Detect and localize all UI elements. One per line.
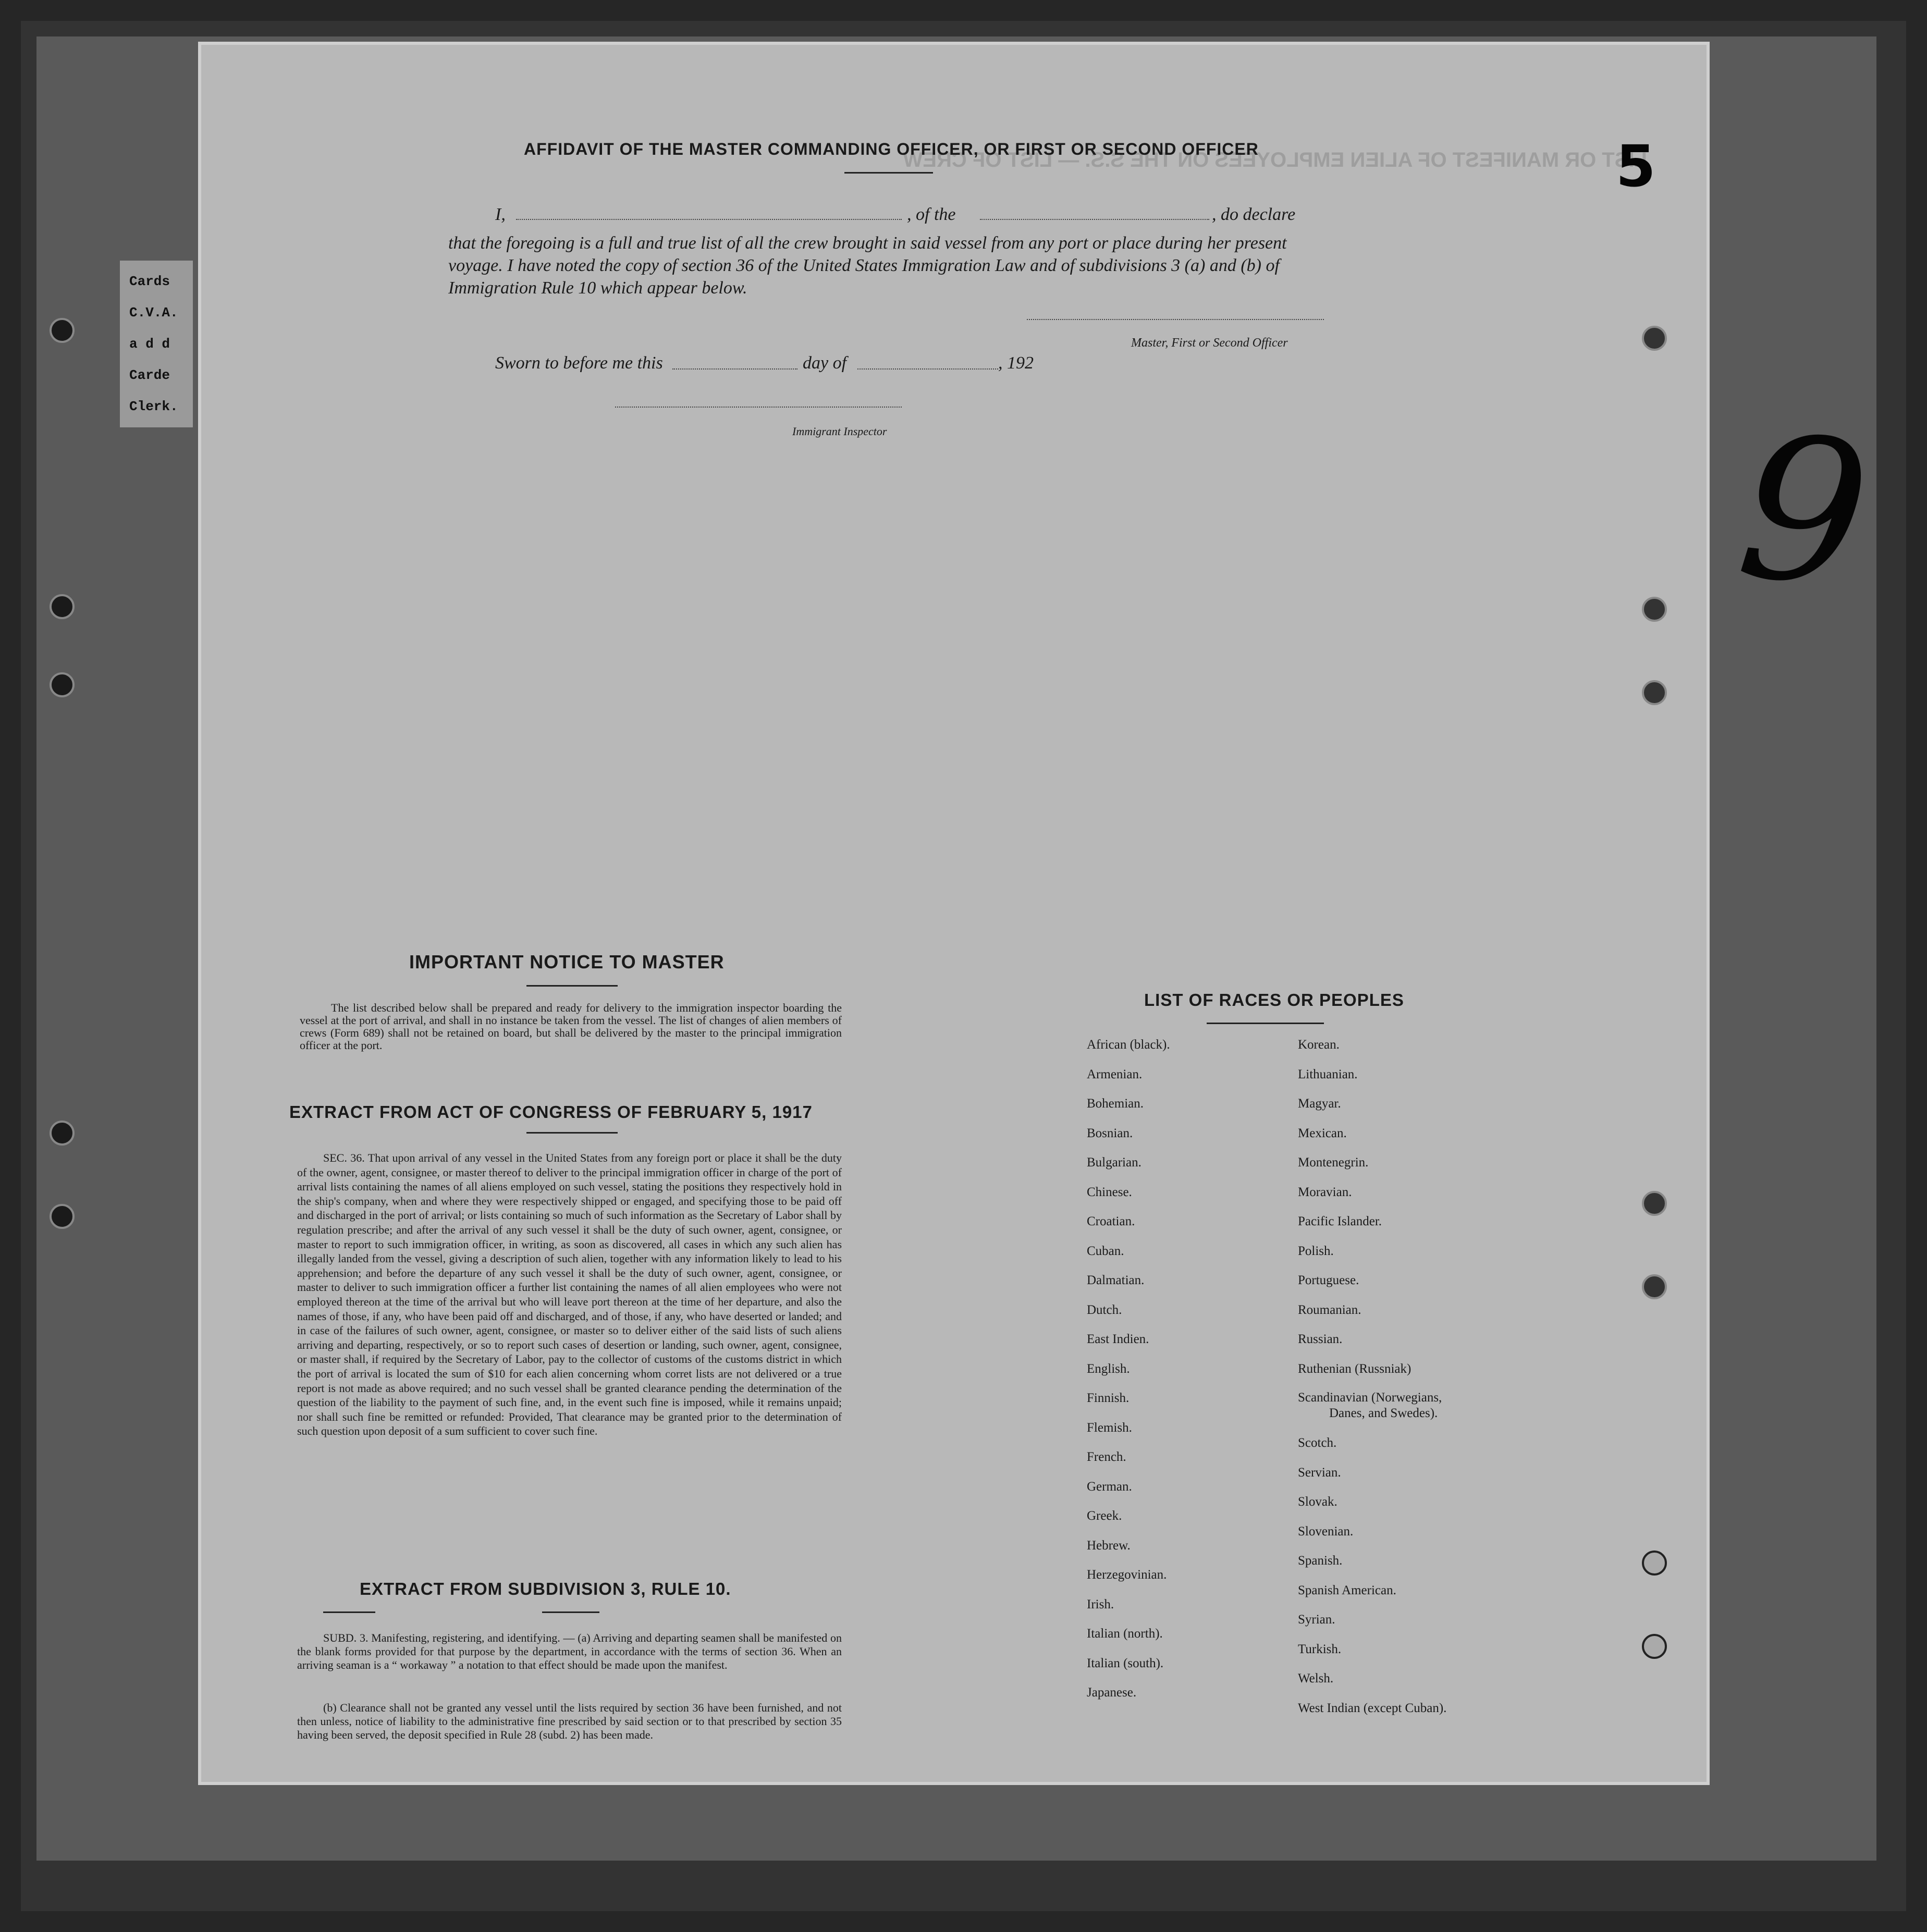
form-page — [198, 42, 1710, 1785]
master-signature-caption: Master, First or Second Officer — [1131, 336, 1288, 350]
year-label: , 192 — [998, 353, 1034, 373]
race-item: Welsh. — [1298, 1671, 1334, 1685]
race-item: Russian. — [1298, 1332, 1343, 1346]
race-item: Polish. — [1298, 1244, 1334, 1258]
race-item: Spanish. — [1298, 1554, 1343, 1568]
sworn-prefix: Sworn to before me this — [495, 353, 663, 373]
card-line: Cards — [129, 274, 170, 289]
race-item: Dalmatian. — [1087, 1273, 1145, 1287]
sworn-day-field[interactable] — [672, 368, 797, 370]
binder-hole — [50, 672, 75, 697]
binder-hole — [1642, 1191, 1667, 1216]
binder-hole — [1642, 1634, 1667, 1659]
card-line: C.V.A. — [129, 305, 178, 321]
notice-body: The list described below shall be prepared and ready for delivery to the immigration inspector boarding the vessel at the port of arrival, and shall in no instance be taken from the vessel. The list of changes of alien members of crews (Form 689) shall not be retained on board, but shall be delivered by the master to the principal immigration officer at the port. — [300, 1001, 842, 1052]
race-item: Magyar. — [1298, 1097, 1341, 1111]
race-item: Spanish American. — [1298, 1583, 1396, 1597]
race-item: Scotch. — [1298, 1436, 1337, 1450]
act-rule — [526, 1132, 618, 1134]
of-the-label: , of the — [907, 205, 956, 224]
race-item: Montenegrin. — [1298, 1155, 1369, 1170]
binder-hole — [50, 1204, 75, 1229]
declarant-prefix: I, — [495, 205, 506, 224]
affidavit-title: AFFIDAVIT OF THE MASTER COMMANDING OFFICER, OR FIRST OR SECOND OFFICER — [524, 140, 1259, 158]
day-of-label: day of — [803, 353, 847, 373]
race-item: Pacific Islander. — [1298, 1214, 1382, 1228]
races-rule — [1207, 1023, 1324, 1024]
race-item: Finnish. — [1087, 1391, 1130, 1405]
race-item: Turkish. — [1298, 1642, 1342, 1656]
binder-hole — [50, 1121, 75, 1146]
declaration-line-4: Immigration Rule 10 which appear below. — [448, 278, 747, 298]
race-item: Dutch. — [1087, 1302, 1122, 1317]
race-item: Flemish. — [1087, 1420, 1132, 1435]
binder-hole — [1642, 597, 1667, 622]
ghost-header: LIST OR MANIFEST OF ALIEN EMPLOYEES ON THE S.S. — LIST OF CREW — [903, 149, 1647, 171]
inspector-caption: Immigrant Inspector — [792, 425, 887, 438]
inspector-signature-field[interactable] — [615, 407, 902, 408]
race-item: Scandinavian (Norwegians, — [1298, 1390, 1442, 1405]
race-item: Chinese. — [1087, 1185, 1132, 1199]
declaration-line-2: that the foregoing is a full and true list of all the crew brought in said vessel from any port or place during her present — [448, 233, 1287, 253]
race-item: Roumanian. — [1298, 1302, 1361, 1317]
card-line: a d d — [129, 336, 170, 352]
race-item: Mexican. — [1298, 1126, 1347, 1140]
race-item: Portuguese. — [1298, 1273, 1359, 1287]
race-item: Bohemian. — [1087, 1097, 1144, 1111]
title-rule — [844, 172, 933, 174]
race-item: French. — [1087, 1450, 1126, 1464]
race-item: Greek. — [1087, 1509, 1122, 1523]
race-item: Croatian. — [1087, 1214, 1135, 1228]
act-extract-title: EXTRACT FROM ACT OF CONGRESS OF FEBRUARY 5, 1917 — [289, 1102, 813, 1122]
rule-extract-para-b: (b) Clearance shall not be granted any vessel until the lists required by section 36 have been furnished, and not then unless, notice of liability to the administrative fine prescribed by said section or to that prescribed by section 35 having been served, the deposit specified in Rule 28 (subd. 2) has been made. — [297, 1701, 842, 1741]
binder-hole — [1642, 326, 1667, 351]
master-signature-field[interactable] — [1027, 319, 1324, 320]
binder-hole — [1642, 1550, 1667, 1576]
race-item: Danes, and Swedes). — [1329, 1406, 1438, 1420]
race-item: Irish. — [1087, 1597, 1114, 1611]
card-line: Carde — [129, 367, 170, 383]
races-left-column — [1087, 1030, 1170, 1708]
rule-rule — [323, 1611, 375, 1613]
race-item: Slovenian. — [1298, 1524, 1354, 1539]
notice-rule — [526, 985, 618, 987]
race-item: Moravian. — [1298, 1185, 1352, 1199]
race-item: Ruthenian (Russniak) — [1298, 1361, 1412, 1376]
race-item: Bulgarian. — [1087, 1155, 1142, 1170]
race-item: English. — [1087, 1361, 1130, 1376]
notice-title: IMPORTANT NOTICE TO MASTER — [409, 951, 725, 973]
rule-extract-title: EXTRACT FROM SUBDIVISION 3, RULE 10. — [360, 1579, 731, 1598]
card-line: Clerk. — [129, 399, 178, 414]
binder-hole — [1642, 680, 1667, 705]
race-item: Lithuanian. — [1298, 1067, 1358, 1081]
binder-hole — [50, 594, 75, 619]
race-item: Servian. — [1298, 1465, 1341, 1480]
race-item: West Indian (except Cuban). — [1298, 1701, 1447, 1715]
rule-rule — [542, 1611, 599, 1613]
race-item: Hebrew. — [1087, 1538, 1131, 1553]
race-item: Cuban. — [1087, 1244, 1124, 1258]
race-item: Armenian. — [1087, 1067, 1143, 1081]
races-right-column — [1298, 1030, 1446, 1723]
race-item: East Indien. — [1087, 1332, 1149, 1346]
race-item: Korean. — [1298, 1038, 1340, 1052]
race-item: Japanese. — [1087, 1685, 1137, 1700]
race-item: German. — [1087, 1479, 1132, 1494]
race-item: African (black). — [1087, 1038, 1170, 1052]
declaration-line-3: voyage. I have noted the copy of section 36 of the United States Immigration Law and of subdivisions 3 (a) and (b) of — [448, 256, 1280, 275]
binder-hole — [50, 318, 75, 343]
handwritten-page-number: 9 — [1729, 390, 1879, 633]
race-item: Italian (north). — [1087, 1627, 1163, 1641]
races-title: LIST OF RACES OR PEOPLES — [1144, 990, 1404, 1010]
declarant-name-field[interactable] — [516, 219, 902, 220]
act-extract-body: SEC. 36. That upon arrival of any vessel in the United States from any foreign port or place it shall be the duty of the owner, agent, consignee, or master thereof to deliver to the principal immigration officer in charge of the port of arrival lists containing the names of all aliens employed on such vessel, stating the positions they respectively hold in the ship's company, when and where they were respectively shipped or engaged, and specifying those to be paid off and discharged in the port of arrival; or lists containing so much of such information as the Secretary of Labor shall by regulation prescribe; and after the arrival of any such vessel it shall be the duty of such owner, agent, consignee, or master to report to such immigration officer, in writing, as soon as discovered, all cases in which any such alien has illegally landed from the vessel, giving a description of such alien, together with any information likely to lead to his apprehension; and before the departure of any such vessel it shall be the duty of such owner, agent, consignee, or master to deliver to such immigration officer a further list containing the names of all alien employees who were not employed thereon at the time of the arrival but who will leave port thereon at the time of her departure, and also the names of those, if any, who have been paid off and discharged, and of those, if any, who have deserted or landed; and in case of the failures of such owner, agent, consignee, or master so to deliver either of the said lists of such aliens arriving and departing, respectively, or so to report such cases of desertion or landing, such owner, agent, consignee, or master shall, if required by the Secretary of Labor, pay to the collector of customs of the customs district in which the port of arrival is located the sum of $10 for each alien concerning whom corret lists are not delivered or a true report is not made as above required; and no such vessel shall be granted clearance pending the determination of the question of the liability to the payment of such fine, and, in the event such fine is imposed, while it remains unpaid; nor shall such fine be remitted or refunded: Provided, That clearance may be granted prior to the determination of such question upon deposit of a sum sufficient to cover such fine. — [297, 1151, 842, 1438]
sworn-month-field[interactable] — [857, 368, 998, 370]
declare-label: , do declare — [1212, 205, 1296, 224]
race-item: Syrian. — [1298, 1613, 1335, 1627]
race-item: Slovak. — [1298, 1495, 1337, 1509]
race-item: Herzegovinian. — [1087, 1568, 1167, 1582]
vessel-name-field[interactable] — [980, 219, 1209, 220]
binder-hole — [1642, 1274, 1667, 1299]
sworn-line — [495, 352, 1069, 374]
race-item: Italian (south). — [1087, 1656, 1164, 1670]
declaration-line-1 — [495, 203, 1340, 226]
race-item: Bosnian. — [1087, 1126, 1133, 1140]
rule-extract-para-a: SUBD. 3. Manifesting, registering, and identifying. — (a) Arriving and departing seamen shall be manifested on the blank forms provided for that purpose by the department, in accordance with the terms of section 36. When an arriving seaman is a “ workaway ” a notation to that effect should be made upon the manifest. — [297, 1631, 842, 1671]
handwritten-corner-mark: 5 — [1616, 133, 1656, 200]
